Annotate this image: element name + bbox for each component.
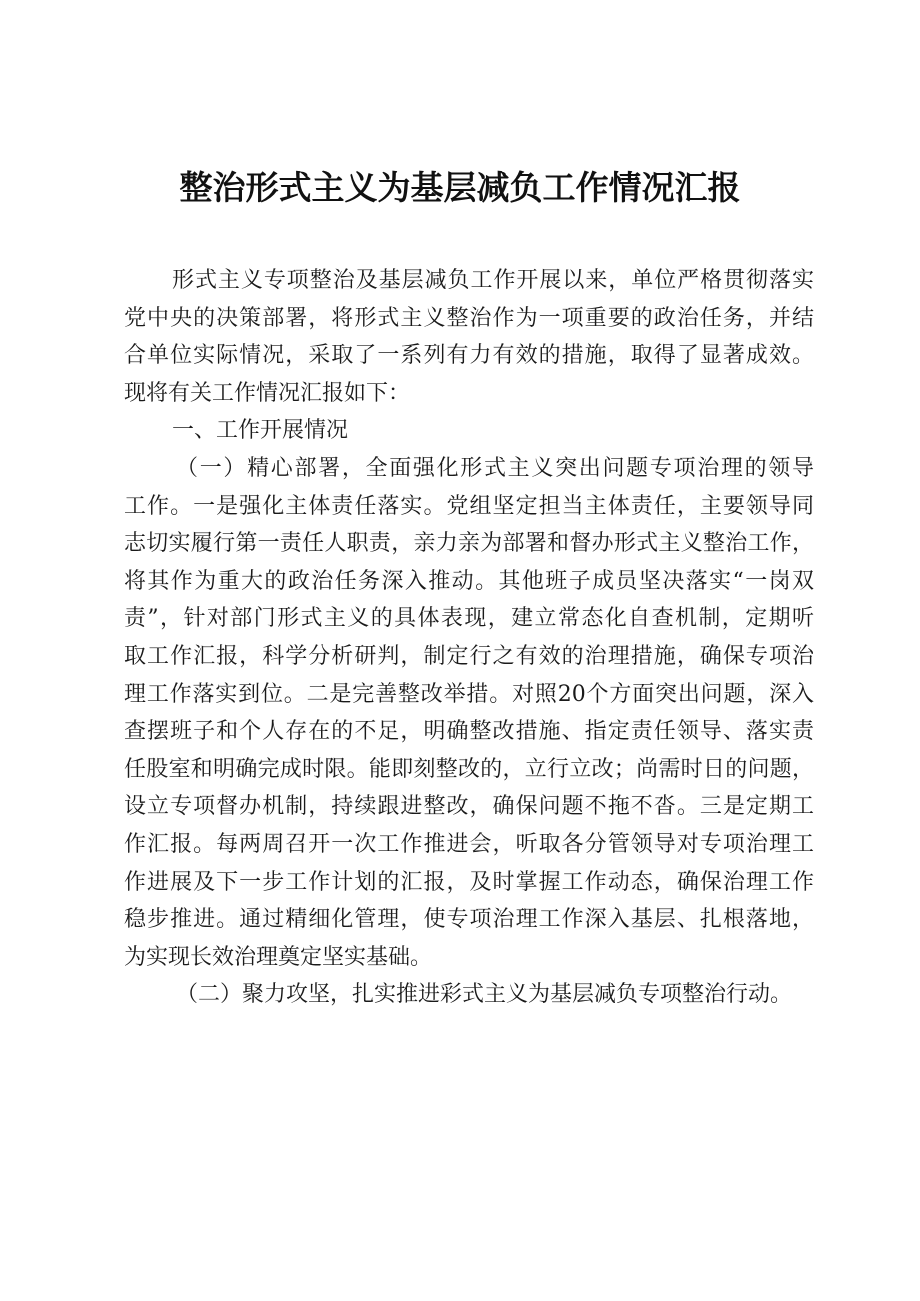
paragraph-line: 为实现长效治理奠定坚实基础。 [124, 944, 433, 970]
paragraph-line: 作汇报。每两周召开一次工作推进会，听取各分管领导对专项治理工 [124, 831, 814, 857]
paragraph-line: 稳步推进。通过精细化管理，使专项治理工作深入基层、扎根落地， [124, 907, 814, 933]
subsection-heading: （二）聚力攻坚，扎实推进彩式主义为基层减负专项整治行动。 [176, 982, 793, 1008]
paragraph-line: 工作。一是强化主体责任落实。党组坚定担当主体责任，主要领导同 [124, 493, 814, 519]
paragraph-line: 任股室和明确完成时限。能即刻整改的，立行立改；尚需时日的问题， [124, 756, 814, 782]
paragraph-line: 党中央的决策部署，将形式主义整治作为一项重要的政治任务，并结 [124, 305, 814, 331]
paragraph-line: 查摆班子和个人存在的不足，明确整改措施、指定责任领导、落实责 [124, 719, 814, 745]
paragraph-line: （一）精心部署，全面强化形式主义突出问题专项治理的领导 [176, 455, 814, 481]
paragraph-line: 设立专项督办机制，持续跟进整改，确保问题不拖不沓。三是定期工 [124, 794, 814, 820]
paragraph-line: 责”，针对部门形式主义的具体表现，建立常态化自查机制，定期听 [124, 606, 814, 632]
paragraph-line: 合单位实际情况，采取了一系列有力有效的措施，取得了显著成效。 [124, 343, 814, 369]
paragraph-line: 将其作为重大的政治任务深入推动。其他班子成员坚决落实“一岗双 [124, 568, 814, 594]
paragraph-line: 理工作落实到位。二是完善整改举措。对照20个方面突出问题，深入 [124, 681, 814, 707]
paragraph-line: 形式主义专项整治及基层减负工作开展以来，单位严格贯彻落实 [172, 268, 814, 293]
paragraph-line: 取工作汇报，科学分析研判，制定行之有效的治理措施，确保专项治 [124, 643, 814, 669]
paragraph-line: 志切实履行第一责任人职责，亲力亲为部署和督办形式主义整治工作， [124, 531, 814, 557]
document-body [124, 262, 814, 1014]
document-title: 整治形式主义为基层减负工作情况汇报 [179, 168, 741, 207]
paragraph-line: 现将有关工作情况汇报如下： [124, 380, 411, 406]
section-heading: 一、工作开展情况 [172, 418, 349, 444]
paragraph-line: 作进展及下一步工作计划的汇报，及时掌握工作动态，确保治理工作 [124, 869, 814, 895]
